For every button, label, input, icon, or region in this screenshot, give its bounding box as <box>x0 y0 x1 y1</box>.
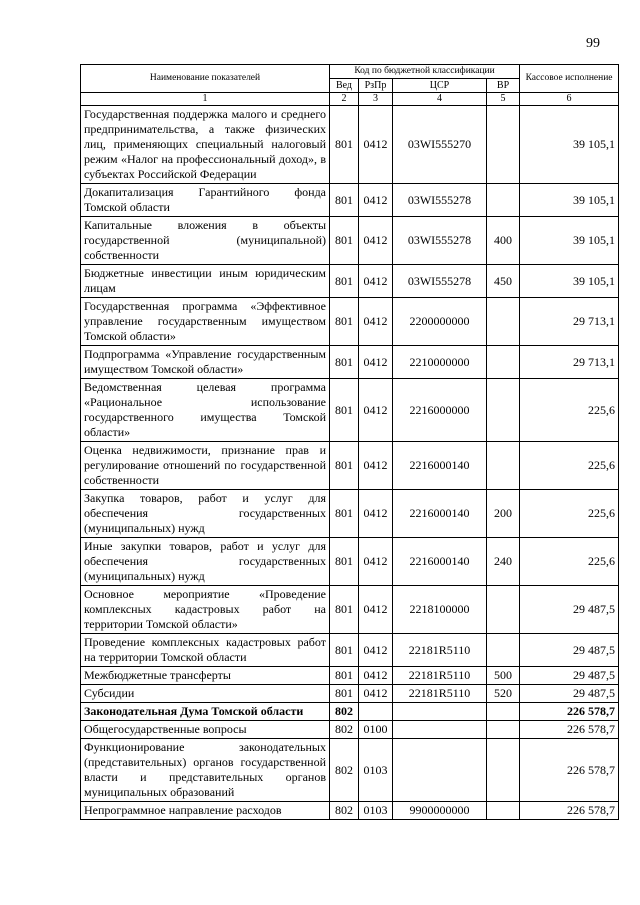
row-rzpr-cell: 0103 <box>359 739 393 802</box>
row-ved-cell: 802 <box>330 802 359 820</box>
row-csr-cell <box>393 721 487 739</box>
table-row <box>81 442 619 490</box>
row-csr-cell <box>393 739 487 802</box>
row-vr-cell <box>487 802 520 820</box>
row-vr-cell <box>487 184 520 217</box>
row-ved-cell: 801 <box>330 586 359 634</box>
row-ved-cell: 801 <box>330 442 359 490</box>
row-csr-cell: 03WI555278 <box>393 217 487 265</box>
row-name-cell: Субсидии <box>81 685 330 703</box>
row-vr-cell <box>487 634 520 667</box>
row-name-cell: Ведомственная целевая программа «Рациональное использование государственного имущества Томской области» <box>81 379 330 442</box>
row-amount-cell: 226 578,7 <box>520 739 619 802</box>
row-name-cell: Иные закупки товаров, работ и услуг для обеспечения государственных (муниципальных) нужд <box>81 538 330 586</box>
row-ved-cell: 801 <box>330 265 359 298</box>
row-ved-cell: 801 <box>330 634 359 667</box>
row-name-cell: Общегосударственные вопросы <box>81 721 330 739</box>
row-ved-cell: 801 <box>330 379 359 442</box>
row-vr-cell: 400 <box>487 217 520 265</box>
row-amount-cell: 39 105,1 <box>520 217 619 265</box>
row-rzpr-cell: 0412 <box>359 106 393 184</box>
column-number: 6 <box>520 93 619 106</box>
table-row <box>81 634 619 667</box>
row-amount-cell: 225,6 <box>520 490 619 538</box>
budget-execution-table <box>80 64 619 820</box>
row-rzpr-cell: 0412 <box>359 442 393 490</box>
row-csr-cell <box>393 703 487 721</box>
header-vr: ВР <box>487 79 520 93</box>
table-row <box>81 265 619 298</box>
row-vr-cell <box>487 703 520 721</box>
row-rzpr-cell: 0412 <box>359 667 393 685</box>
row-amount-cell: 225,6 <box>520 442 619 490</box>
row-ved-cell: 801 <box>330 298 359 346</box>
row-amount-cell: 29 487,5 <box>520 667 619 685</box>
row-name-cell: Капитальные вложения в объекты государственной (муниципальной) собственности <box>81 217 330 265</box>
row-rzpr-cell: 0412 <box>359 217 393 265</box>
row-vr-cell <box>487 298 520 346</box>
table-row <box>81 739 619 802</box>
row-vr-cell <box>487 346 520 379</box>
row-vr-cell <box>487 721 520 739</box>
row-rzpr-cell: 0412 <box>359 490 393 538</box>
row-amount-cell: 225,6 <box>520 379 619 442</box>
row-rzpr-cell: 0103 <box>359 802 393 820</box>
row-vr-cell: 200 <box>487 490 520 538</box>
row-ved-cell: 801 <box>330 538 359 586</box>
header-rzpr: РзПр <box>359 79 393 93</box>
row-csr-cell: 2216000140 <box>393 490 487 538</box>
row-csr-cell: 03WI555278 <box>393 265 487 298</box>
row-rzpr-cell: 0412 <box>359 346 393 379</box>
row-name-cell: Подпрограмма «Управление государственным имуществом Томской области» <box>81 346 330 379</box>
row-name-cell: Государственная программа «Эффективное управление государственным имуществом Томской области» <box>81 298 330 346</box>
row-amount-cell: 226 578,7 <box>520 802 619 820</box>
table-row <box>81 667 619 685</box>
row-amount-cell: 226 578,7 <box>520 721 619 739</box>
column-number: 5 <box>487 93 520 106</box>
column-number-row <box>81 93 619 106</box>
row-name-cell: Проведение комплексных кадастровых работ на территории Томской области <box>81 634 330 667</box>
row-vr-cell <box>487 739 520 802</box>
header-code-group: Код по бюджетной классификации <box>330 65 520 79</box>
row-name-cell: Основное мероприятие «Проведение комплексных кадастровых работ на территории Томской области» <box>81 586 330 634</box>
table-row <box>81 586 619 634</box>
row-name-cell: Государственная поддержка малого и среднего предпринимательства, а также физических лиц, применяющих специальный налоговый режим «Налог на профессиональный доход», в субъектах Российской Федерации <box>81 106 330 184</box>
table-body <box>81 106 619 820</box>
row-rzpr-cell: 0412 <box>359 538 393 586</box>
row-ved-cell: 801 <box>330 346 359 379</box>
table-row <box>81 721 619 739</box>
row-vr-cell: 500 <box>487 667 520 685</box>
row-csr-cell: 22181R5110 <box>393 685 487 703</box>
row-rzpr-cell: 0412 <box>359 184 393 217</box>
header-name-column: Наименование показателей <box>81 65 330 93</box>
row-name-cell: Закупка товаров, работ и услуг для обеспечения государственных (муниципальных) нужд <box>81 490 330 538</box>
row-vr-cell <box>487 379 520 442</box>
row-name-cell: Непрограммное направление расходов <box>81 802 330 820</box>
row-csr-cell: 2200000000 <box>393 298 487 346</box>
row-rzpr-cell: 0412 <box>359 634 393 667</box>
table-row <box>81 685 619 703</box>
table-row <box>81 217 619 265</box>
table-row <box>81 802 619 820</box>
table-row <box>81 490 619 538</box>
row-ved-cell: 801 <box>330 667 359 685</box>
row-vr-cell <box>487 442 520 490</box>
row-ved-cell: 801 <box>330 685 359 703</box>
table-row <box>81 298 619 346</box>
header-execution-column: Кассовое исполнение <box>520 65 619 93</box>
column-number: 2 <box>330 93 359 106</box>
table-row <box>81 538 619 586</box>
row-amount-cell: 29 487,5 <box>520 685 619 703</box>
row-amount-cell: 29 713,1 <box>520 346 619 379</box>
row-ved-cell: 802 <box>330 739 359 802</box>
header-csr: ЦСР <box>393 79 487 93</box>
table-row <box>81 703 619 721</box>
row-vr-cell: 450 <box>487 265 520 298</box>
row-amount-cell: 29 713,1 <box>520 298 619 346</box>
row-csr-cell: 22181R5110 <box>393 634 487 667</box>
row-name-cell: Бюджетные инвестиции иным юридическим лицам <box>81 265 330 298</box>
row-csr-cell: 9900000000 <box>393 802 487 820</box>
row-vr-cell <box>487 106 520 184</box>
row-ved-cell: 801 <box>330 106 359 184</box>
column-number: 3 <box>359 93 393 106</box>
row-rzpr-cell: 0412 <box>359 265 393 298</box>
page-number: 99 <box>586 36 600 51</box>
row-amount-cell: 39 105,1 <box>520 184 619 217</box>
row-rzpr-cell: 0412 <box>359 685 393 703</box>
header-ved: Вед <box>330 79 359 93</box>
row-name-cell: Законодательная Дума Томской области <box>81 703 330 721</box>
row-name-cell: Оценка недвижимости, признание прав и регулирование отношений по государственной собственности <box>81 442 330 490</box>
row-csr-cell: 2216000000 <box>393 379 487 442</box>
table-row <box>81 106 619 184</box>
row-amount-cell: 39 105,1 <box>520 265 619 298</box>
row-csr-cell: 03WI555270 <box>393 106 487 184</box>
column-number: 1 <box>81 93 330 106</box>
row-amount-cell: 226 578,7 <box>520 703 619 721</box>
row-name-cell: Межбюджетные трансферты <box>81 667 330 685</box>
row-amount-cell: 39 105,1 <box>520 106 619 184</box>
row-amount-cell: 29 487,5 <box>520 586 619 634</box>
row-csr-cell: 2210000000 <box>393 346 487 379</box>
row-amount-cell: 29 487,5 <box>520 634 619 667</box>
row-ved-cell: 801 <box>330 184 359 217</box>
row-rzpr-cell: 0412 <box>359 298 393 346</box>
row-ved-cell: 801 <box>330 490 359 538</box>
row-amount-cell: 225,6 <box>520 538 619 586</box>
row-csr-cell: 2216000140 <box>393 442 487 490</box>
row-csr-cell: 2216000140 <box>393 538 487 586</box>
row-ved-cell: 802 <box>330 703 359 721</box>
row-name-cell: Докапитализация Гарантийного фонда Томской области <box>81 184 330 217</box>
table-row <box>81 184 619 217</box>
row-rzpr-cell <box>359 703 393 721</box>
table-row <box>81 379 619 442</box>
row-rzpr-cell: 0412 <box>359 379 393 442</box>
row-csr-cell: 22181R5110 <box>393 667 487 685</box>
row-csr-cell: 2218100000 <box>393 586 487 634</box>
row-ved-cell: 802 <box>330 721 359 739</box>
row-csr-cell: 03WI555278 <box>393 184 487 217</box>
column-number: 4 <box>393 93 487 106</box>
row-vr-cell: 240 <box>487 538 520 586</box>
row-vr-cell: 520 <box>487 685 520 703</box>
table-row <box>81 346 619 379</box>
row-rzpr-cell: 0100 <box>359 721 393 739</box>
row-vr-cell <box>487 586 520 634</box>
row-name-cell: Функционирование законодательных (представительных) органов государственной власти и представительных органов муниципальных образований <box>81 739 330 802</box>
row-rzpr-cell: 0412 <box>359 586 393 634</box>
row-ved-cell: 801 <box>330 217 359 265</box>
